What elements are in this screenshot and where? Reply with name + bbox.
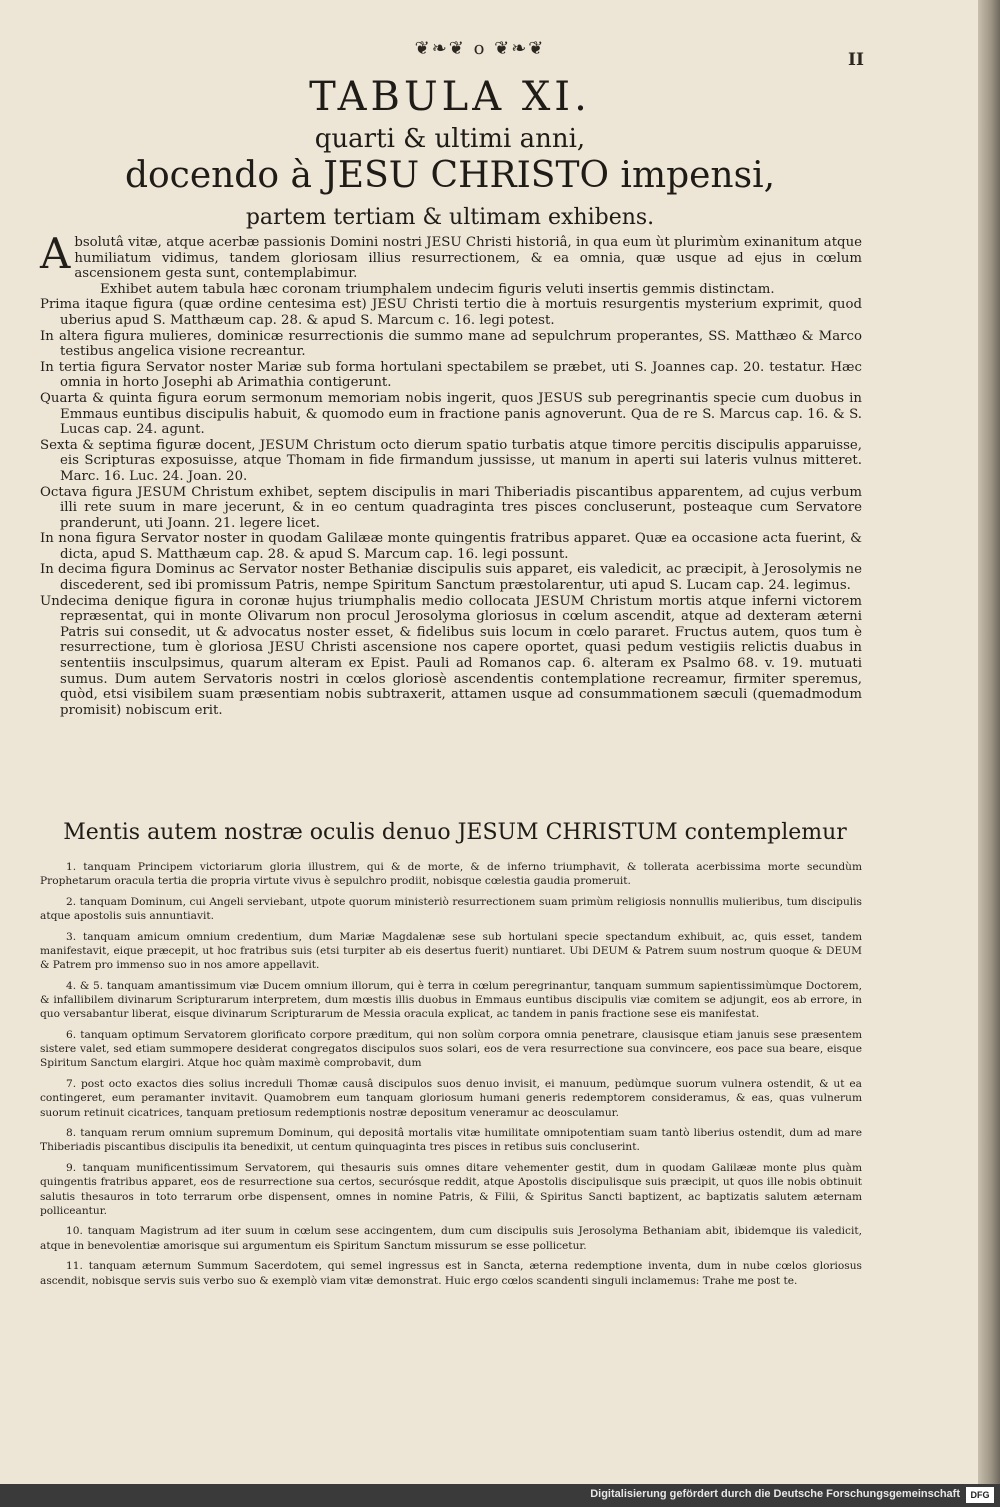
- list-item: 2. tanquam Dominum, cui Angeli serviebant, utpote quorum ministeriò resurrectionem suam primùm religiosis nonnullis mulieribus, tum discipulis atque apostolis suis annuntiavit.: [40, 895, 862, 923]
- list-item: 1. tanquam Principem victoriarum gloria illustrem, qui & de morte, & de inferno triumphavit, & tollerata acerbissima morte secundùm Prophetarum oracula tertia die propria virtute vivus è sepulchro prodiit, nobisque cœlestia gaudia promeruit.: [40, 861, 862, 888]
- intro-paragraph-7: Sexta & septima figuræ docent, JESUM Christum octo dierum spatio turbatis atque timore percitis discipulis apparuisse, eis Scripturas exposuisse, atque Thomam in fide firmandum jussisse, ut manum in aperti sui lateris vulnus mitteret. Marc. 16. Luc. 24. Joan. 20.: [40, 437, 862, 484]
- title-line-1: TABULA XI.: [309, 74, 591, 120]
- list-item: 9. tanquam munificentissimum Servatorem, qui thesauris suis omnes ditare vehementer gestit, dum in quodam Galilææ monte plus quàm quingentis fratribus apparet, eos de resurrectione sua certos, securósque reddit, atque Apostolis discipulisque suis præcipit, ut quos ille nobis obtinuit salutis thesauros in toto terrarum orbe dispensent, omnes in nomine Patris, & Filii, & Spiritus Sancti baptizent, ac baptizatis salutem æternam polliceantur.: [40, 1162, 862, 1217]
- list-item: 11. tanquam æternum Summum Sacerdotem, qui semel ingressus est in Sancta, æterna redemptione inventa, dum in nube cœlos gloriosus ascendit, nobisque servis suis verbo suo & exemplò viam vitæ demonstrat. Huic ergo cœlos scandenti singuli inclamemus: Trahe me post te.: [40, 1260, 862, 1287]
- list-item: 3. tanquam amicum omnium credentium, dum Mariæ Magdalenæ sese sub hortulani specie spectandum exhibuit, ac, quis esset, tandem manifestavit, eique præcepit, ut hoc fratribus suis (etsi turpiter ab eis desertus fuerit) nuntiaret. Ubi DEUM & Patrem suum nostrum quoque & DEUM & Patrem pro immenso suo in nos amore appellavit.: [40, 930, 862, 972]
- section-heading: Mentis autem nostræ oculis denuo JESUM CHRISTUM contemplemur: [63, 820, 847, 845]
- intro-text: [40, 229, 862, 718]
- list-item: 10. tanquam Magistrum ad iter suum in cœlum sese accingentem, dum cum discipulis suis Jerosolyma Bethaniam abit, ibidemque iis valedicit, atque in benevolentiæ amorisque sui argumentum eis Spiritum Sanctum missurum se esse pollicetur.: [40, 1225, 862, 1252]
- page-number: II: [848, 50, 864, 70]
- intro-paragraph-6: Quarta & quinta figura eorum sermonum memoriam nobis ingerit, quos JESUS sub peregrinantis specie cum duobus in Emmaus euntibus discipulis habuit, & quomodo eum in fractione panis agnoverunt. Qua de re S. Marcus cap. 16. & S. Lucas cap. 24. agunt.: [40, 390, 862, 438]
- drop-cap: A: [40, 229, 71, 278]
- intro-paragraph-10: In decima figura Dominus ac Servator noster Bethaniæ discipulis suis apparet, eis valedicit, ac præcipit, à Jerosolymis ne discederent, sed ibi promissum Patris, nempe Spiritum Sanctum præstolarentur, uti apud S. Lucam cap. 24. legimus.: [40, 562, 862, 594]
- list-item: 4. & 5. tanquam amantissimum viæ Ducem omnium illorum, qui è terra in cœlum peregrinantur, tanquam summum sapientissimùmque Doctorem, & infallibilem divinarum Scripturarum interpretem, dum mœstis illis duobus in Emmaus euntibus discipulis viæ comitem se adjungit, eos ab errore, in quo versabantur liberat, eisque divinarum Scripturarum de Messia oracula explicat, ac tandem in panis fractione sese eis manifestat.: [40, 979, 862, 1021]
- intro-paragraph-8: Octava figura JESUM Christum exhibet, septem discipulis in mari Thiberiadis piscantibus apparentem, ad cujus verbum illi rete suum in mare jecerunt, & in eo centum quadraginta tres pisces concluserunt, posteaque cum Servatore pranderunt, uti Joann. 21. legere licet.: [40, 484, 862, 531]
- list-item: 7. post octo exactos dies solius increduli Thomæ causâ discipulos suos denuo invisit, ei manuum, pedùmque suorum vulnera ostendit, & ut ea contingeret, eum peramanter invitavit. Quamobrem eum tanquam gloriosum humani generis redemptorem consideramus, & eas, quas vulnerum suorum retinuit cicatrices, tanquam pretiosum redemptionis nostræ depositum veneramur ac deosculamur.: [40, 1078, 862, 1119]
- intro-paragraph-5: In tertia figura Servator noster Mariæ sub forma hortulani spectabilem se præbet, uti S. Joannes cap. 20. testatur. Hæc omnia in horto Josephi ab Arimathia contigerunt.: [40, 359, 862, 391]
- title-line-4: partem tertiam & ultimam exhibens.: [245, 205, 655, 230]
- book-spine: [978, 0, 1000, 1484]
- intro-paragraph-2: Exhibet autem tabula hæc coronam triumphalem undecim figuris veluti insertis gemmis distinctam.: [100, 281, 775, 297]
- intro-paragraph-9: In nona figura Servator noster in quodam Galilææ monte quingentis fratribus apparet. Quæ ea occasione acta fuerint, & dicta, apud S. Matthæum cap. 28. & apud S. Marcum cap. 16. legi possunt.: [40, 531, 862, 562]
- intro-paragraph-3: Prima itaque figura (quæ ordine centesima est) JESU Christi tertio die à mortuis resurgentis mysterium exprimit, quod uberius apud S. Matthæum cap. 28. & apud S. Marcum c. 16. legi potest.: [40, 297, 862, 328]
- list-item: 6. tanquam optimum Servatorem glorificato corpore præditum, qui non solùm corpora omnia penetrare, clausisque etiam januis sese præsentem sistere valet, sed etiam summopere desiderat congregatos discipulos suos solari, eos de vera resurrectione sua convincere, eos pace sua beare, eisque Spiritum Sanctum elargiri. Atque hoc quàm maximè comprobavit, dum: [40, 1029, 862, 1070]
- title-line-2: quarti & ultimi anni,: [314, 124, 586, 154]
- header-ornament: ❦❧❦ o ❦❧❦: [414, 38, 546, 59]
- dfg-logo: DFG: [966, 1487, 994, 1503]
- intro-paragraph-4: In altera figura mulieres, dominicæ resurrectionis die summo mane ad sepulchrum properantes, SS. Matthæo & Marco testibus angelica visione recreantur.: [40, 328, 862, 360]
- list-item: 8. tanquam rerum omnium supremum Dominum, qui depositâ mortalis vitæ humilitate omnipotentiam suam tantò liberius ostendit, dum ad mare Thiberiadis piscantibus discipulis ita benedixit, ut centum quinquaginta tres pisces in retibus suis concluserint.: [40, 1127, 862, 1154]
- footer-credit: Digitalisierung gefördert durch die Deutsche Forschungsgemeinschaft: [590, 1488, 960, 1500]
- title-line-3: docendo à JESU CHRISTO impensi,: [124, 155, 776, 196]
- intro-paragraph-1: Absolutâ vitæ, atque acerbæ passionis Domini nostri JESU Christi historiâ, in qua eum ùt plurimùm exinanitum atque humiliatum vidimus, tandem gloriosam illius resurrectionem, & ea omnia, quæ usque ad ejus in cœlum ascensionem gesta sunt, contemplabimur.: [40, 229, 862, 282]
- contemplation-list: [40, 860, 862, 1294]
- intro-paragraph-11: Undecima denique figura in coronæ hujus triumphalis medio collocata JESUM Christum mortis atque inferni victorem repræsentat, qui in monte Olivarum non procul Jerosolyma gloriosus in cœlum ascendit, atque ad dexteram æterni Patris sui consedit, ut & advocatus noster esset, & fidelibus suis locum in cœlo pararet. Fructus autem, quos tum è resurrectione, tum è gloriosa JESU Christi ascensione nos capere oportet, quasi pedum vestigiis relictis duabus in sententiis insculpsimus, quarum alteram ex Epist. Pauli ad Romanos cap. 6. alteram ex Psalmo 68. v. 19. mutuati sumus. Dum autem Servatoris nostri in cœlos gloriosè ascendentis contemplatione recreamur, firmiter speremus, quòd, etsi visibilem suam præsentiam nobis subtraxerit, attamen usque ad consummationem sæculi (quemadmodum promisit) nobiscum erit.: [40, 593, 862, 718]
